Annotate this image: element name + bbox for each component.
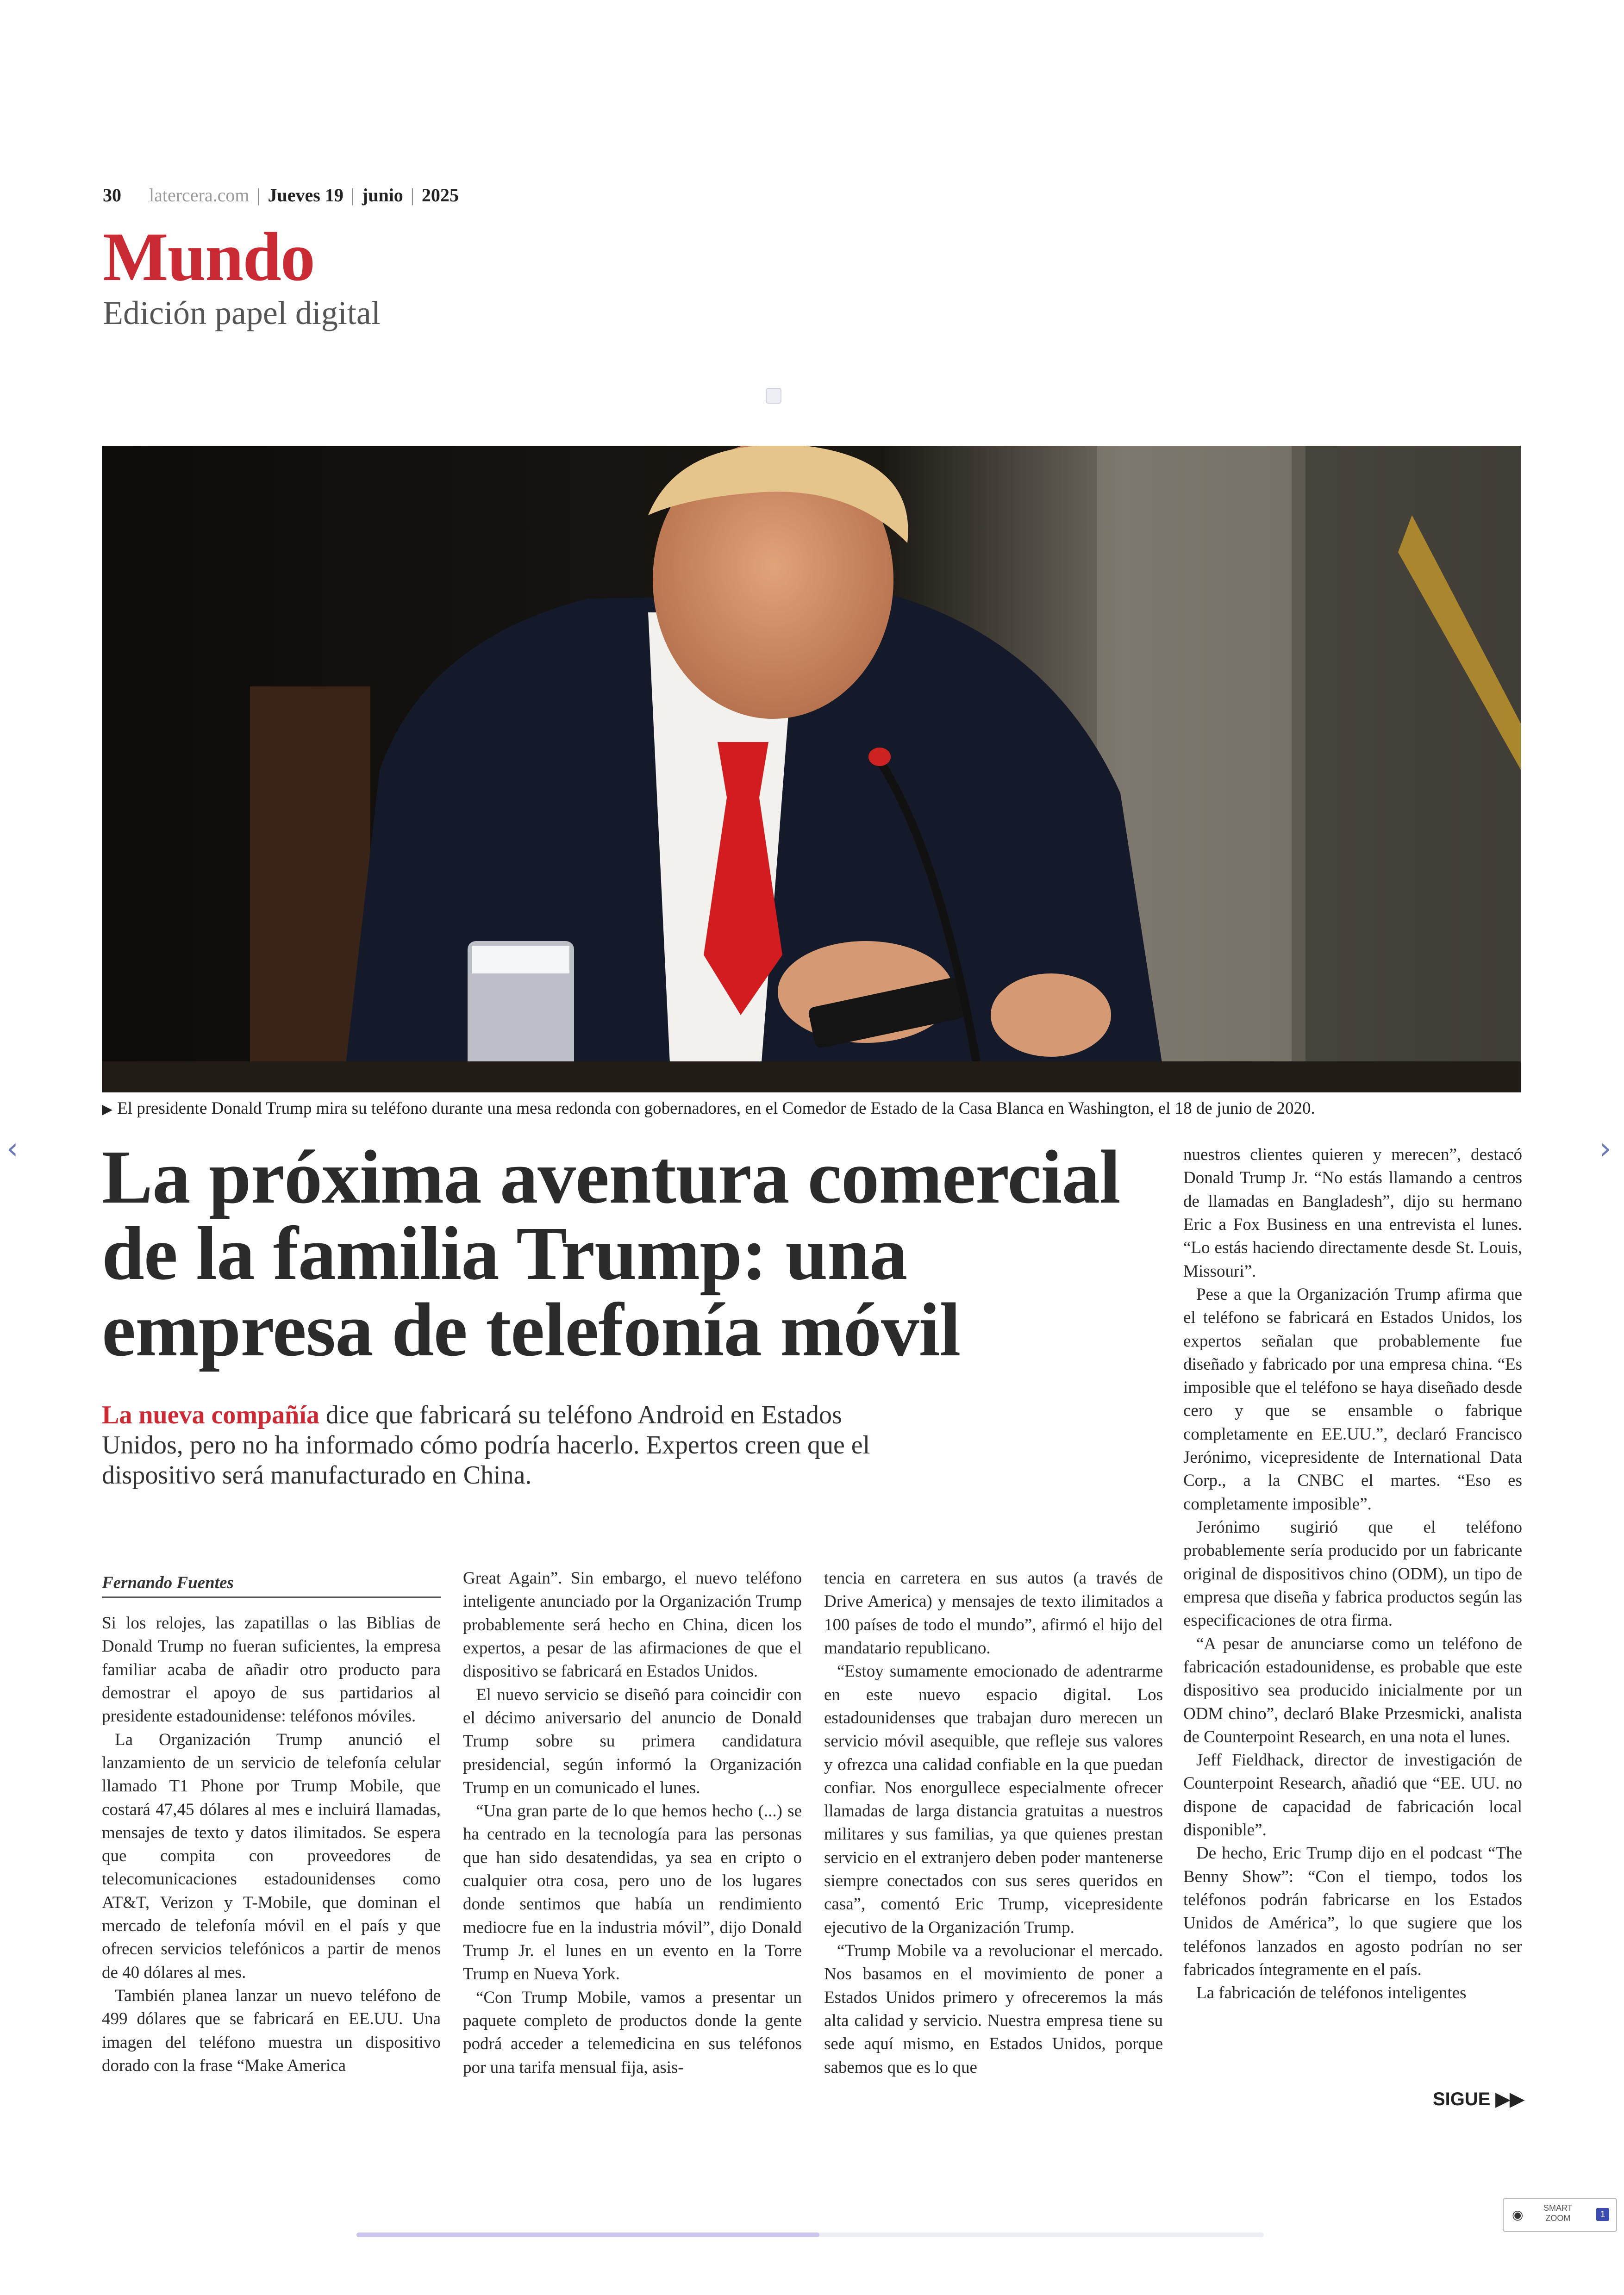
deck-text: dice que fabricará su teléfono Android en Estados Unidos, pero no ha informado cómo podría hacerlo. Expertos creen que el dispositivo será manufacturado en China. <box>102 1401 870 1490</box>
paragraph: La Organización Trump anunció el lanzamiento de un servicio de telefonía celular llamado T1 Phone por Trump Mobile, que costará 47,45 dólares al mes e incluirá llamadas, mensajes de texto y datos ilimitados. Se espera que compita con proveedores de telecomunicaciones estadounidenses como AT&T, Verizon y T-Mobile, que dominan el mercado de telefonía móvil en el país y que ofrecen servicios telefónicos a partir de menos de 40 dólares al mes. <box>102 1730 441 1982</box>
paragraph: Jeff Fieldhack, director de investigación de Counterpoint Research, añadió que “EE. UU. no dispone de capacidad de fabricación local disponible”. <box>1183 1751 1522 1840</box>
page-header: 30 latercera.com | Jueves 19 | junio | 2025 <box>103 185 459 206</box>
zoom-label-line2: ZOOM <box>1545 2213 1571 2223</box>
article-column-4 <box>1183 1143 1522 2005</box>
paragraph: tencia en carretera en sus autos (a través de Drive America) y mensajes de texto ilimitados a 100 países de todo el mundo”, afirmó el hijo del mandatario republicano. <box>824 1569 1163 1658</box>
paragraph: La fabricación de teléfonos inteligentes <box>1196 1983 1467 2003</box>
section-title: Mundo <box>103 218 314 295</box>
paragraph: El nuevo servicio se diseñó para coincidir con el décimo aniversario del anuncio de Donald Trump sobre su primera candidatura presidencial, según informó la Organización Trump en un comunicado el lunes. <box>463 1685 802 1797</box>
article-headline: La próxima aventura comercial de la familia Trump: una empresa de telefonía móvil <box>102 1135 1120 1372</box>
paragraph: De hecho, Eric Trump dijo en el podcast “The Benny Show”: “Con el tiempo, todos los teléfonos podrán fabricarse en los Estados Unidos de América”, lo que sugiere que los teléfonos lanzados en agosto podrían no ser fabricados íntegramente en el país. <box>1183 1844 1522 1979</box>
chevron-left-icon[interactable]: ‹ <box>6 1132 19 1166</box>
paragraph: nuestros clientes quieren y merecen”, destacó Donald Trump Jr. “No estás llamando a centros de llamadas en Bangladesh”, dijo su hermano Eric a Fox Business en una entrevista el lunes. “Lo estás haciendo directamente desde St. Louis, Missouri”. <box>1183 1145 1522 1281</box>
site-name: latercera.com <box>149 185 250 206</box>
continue-label: SIGUE ▶▶ <box>1433 2089 1524 2109</box>
article-deck <box>102 1400 917 1491</box>
paragraph: Great Again”. Sin embargo, el nuevo teléfono inteligente anunciado por la Organización Trump probablemente será hecho en China, dicen los expertos, a pesar de las afirmaciones de que el dispositivo se fabricará en Estados Unidos. <box>463 1569 802 1681</box>
deck-lead: La nueva compañía <box>102 1401 319 1429</box>
eye-icon: ◉ <box>1512 2207 1524 2222</box>
edition-subtitle: Edición papel digital <box>103 294 381 331</box>
page-number: 30 <box>103 185 121 206</box>
paragraph: “Con Trump Mobile, vamos a presentar un paquete completo de productos donde la gente podrá acceder a telemedicina en sus teléfonos por una tarifa mensual fija, asis- <box>463 1988 802 2077</box>
paragraph: “Estoy sumamente emocionado de adentrarme en este nuevo espacio digital. Los estadounidenses que trabajan duro merecen un servicio móvil asequible, que refleje sus valores y ofrezca una calidad confiable en la que puedan confiar. Nos enorgullece especialmente ofrecer llamadas de larga distancia gratuitas a nuestros militares y sus familias, ya que quienes prestan servicio en el extranjero deben poder mantenerse siempre conectados con sus seres queridos en casa”, comentó Eric Trump, vicepresidente ejecutivo de la Organización Trump. <box>824 1662 1163 1937</box>
zoom-count-badge: 1 <box>1596 2208 1609 2221</box>
article-column-1 <box>102 1612 441 2077</box>
article-column-2 <box>463 1567 802 2079</box>
date-month: junio <box>362 185 403 206</box>
paragraph: “Una gran parte de lo que hemos hecho (...) se ha centrado en la tecnología para las personas que han sido desatendidas, ya sea en cripto o cualquier otra cosa, pero uno de los lugares donde sentimos que había un rendimiento mediocre fue en la industria móvil”, dijo Donald Trump Jr. el lunes en un evento en la Torre Trump en Nueva York. <box>463 1802 802 1984</box>
chevron-right-icon[interactable]: › <box>1599 1132 1612 1166</box>
date-year: 2025 <box>421 185 459 206</box>
paragraph: “Trump Mobile va a revolucionar el mercado. Nos basamos en el movimiento de poner a Estados Unidos primero y ofreceremos la más alta calidad y servicio. Nuestra empresa tiene su sede aquí mismo, en Estados Unidos, porque sabemos que es lo que <box>824 1941 1163 2077</box>
paragraph: Si los relojes, las zapatillas o las Biblias de Donald Trump no fueran suficientes, la empresa familiar acaba de añadir otro producto para demostrar el apoyo de sus partidarios al presidente estadounidense: teléfonos móviles. <box>102 1614 441 1726</box>
article-photo <box>102 446 1521 1092</box>
date-day: Jueves 19 <box>268 185 344 206</box>
paragraph: Pese a que la Organización Trump afirma que el teléfono se fabricará en Estados Unidos, los expertos señalan que probablemente fue diseñado y fabricado por una empresa china. “Es imposible que el teléfono se haya diseñado desde cero y que se ensamble o fabrique completamente en EE.UU.”, declaró Francisco Jerónimo, vicepresidente de International Data Corp., a la CNBC el martes. “Eso es completamente imposible”. <box>1183 1285 1522 1514</box>
paragraph: “A pesar de anunciarse como un teléfono de fabricación estadounidense, es probable que este dispositivo sea producido inicialmente por un ODM chino”, declaró Blake Przesmicki, analista de Counterpoint Research, en una nota el lunes. <box>1183 1634 1522 1746</box>
paragraph: Jerónimo sugirió que el teléfono probablemente sería producido por un fabricante original de dispositivos chino (ODM), un tipo de empresa que diseña y fabrica productos según las especificaciones de otra firma. <box>1183 1518 1522 1630</box>
article-column-3 <box>824 1567 1163 2079</box>
page-scroll-progress <box>356 2233 819 2237</box>
photo-caption: ▶ El presidente Donald Trump mira su teléfono durante una mesa redonda con gobernadores, en el Comedor de Estado de la Casa Blanca en Washington, el 18 de junio de 2020. <box>102 1099 1315 1118</box>
paragraph: También planea lanzar un nuevo teléfono de 499 dólares que se fabricará en EE.UU. Una imagen del teléfono muestra un dispositivo dorado con la frase “Make America <box>102 1986 441 2075</box>
page-marker-icon <box>766 388 781 404</box>
zoom-label-line1: SMART <box>1543 2203 1573 2213</box>
byline: Fernando Fuentes <box>102 1573 441 1598</box>
smart-zoom-button[interactable] <box>1503 2198 1617 2232</box>
